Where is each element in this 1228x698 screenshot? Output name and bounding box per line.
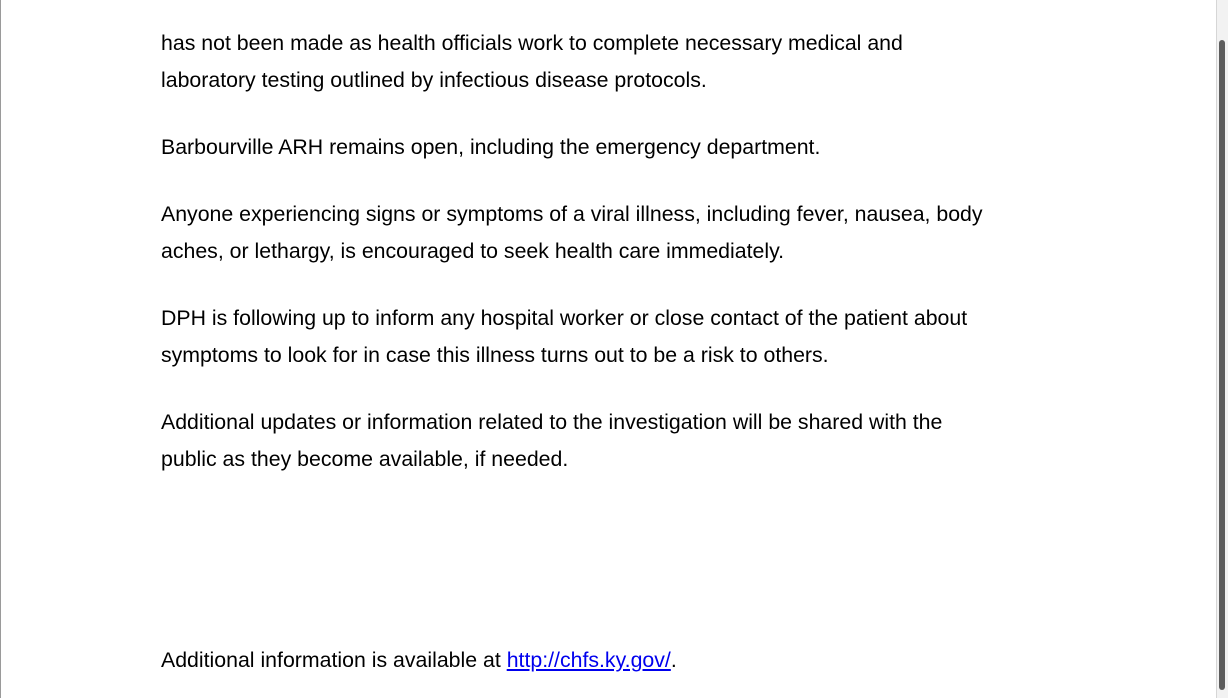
text-line: Barbourville ARH remains open, including the emergency department. [161,135,821,159]
text-line: DPH is following up to inform any hospital worker or close contact of the patient about [161,306,968,330]
text-line: Anyone experiencing signs or symptoms of a viral illness, including fever, nausea, body [161,202,983,226]
footer-prefix-text: Additional information is available at [161,648,507,672]
text-line: symptoms to look for in case this illness turns out to be a risk to others. [161,343,829,367]
text-line: laboratory testing outlined by infectious disease protocols. [161,68,707,92]
chfs-website-link[interactable]: http://chfs.ky.gov/ [506,648,671,672]
paragraph-symptoms-advice [161,196,983,270]
paragraph-dph-followup [161,300,967,374]
paragraph-additional-info [161,642,677,679]
vertical-scrollbar[interactable] [1216,0,1228,698]
page-left-border [0,0,1,698]
text-line: Additional updates or information related to the investigation will be shared with the [161,410,943,434]
paragraph-testing-status [161,25,903,99]
scrollbar-thumb[interactable] [1219,40,1225,690]
paragraph-hospital-open [161,129,820,166]
paragraph-updates [161,404,942,478]
text-line: has not been made as health officials work to complete necessary medical and [161,31,903,55]
text-line: public as they become available, if needed. [161,447,569,471]
text-line: aches, or lethargy, is encouraged to seek health care immediately. [161,239,785,263]
footer-suffix-text: . [670,648,677,672]
